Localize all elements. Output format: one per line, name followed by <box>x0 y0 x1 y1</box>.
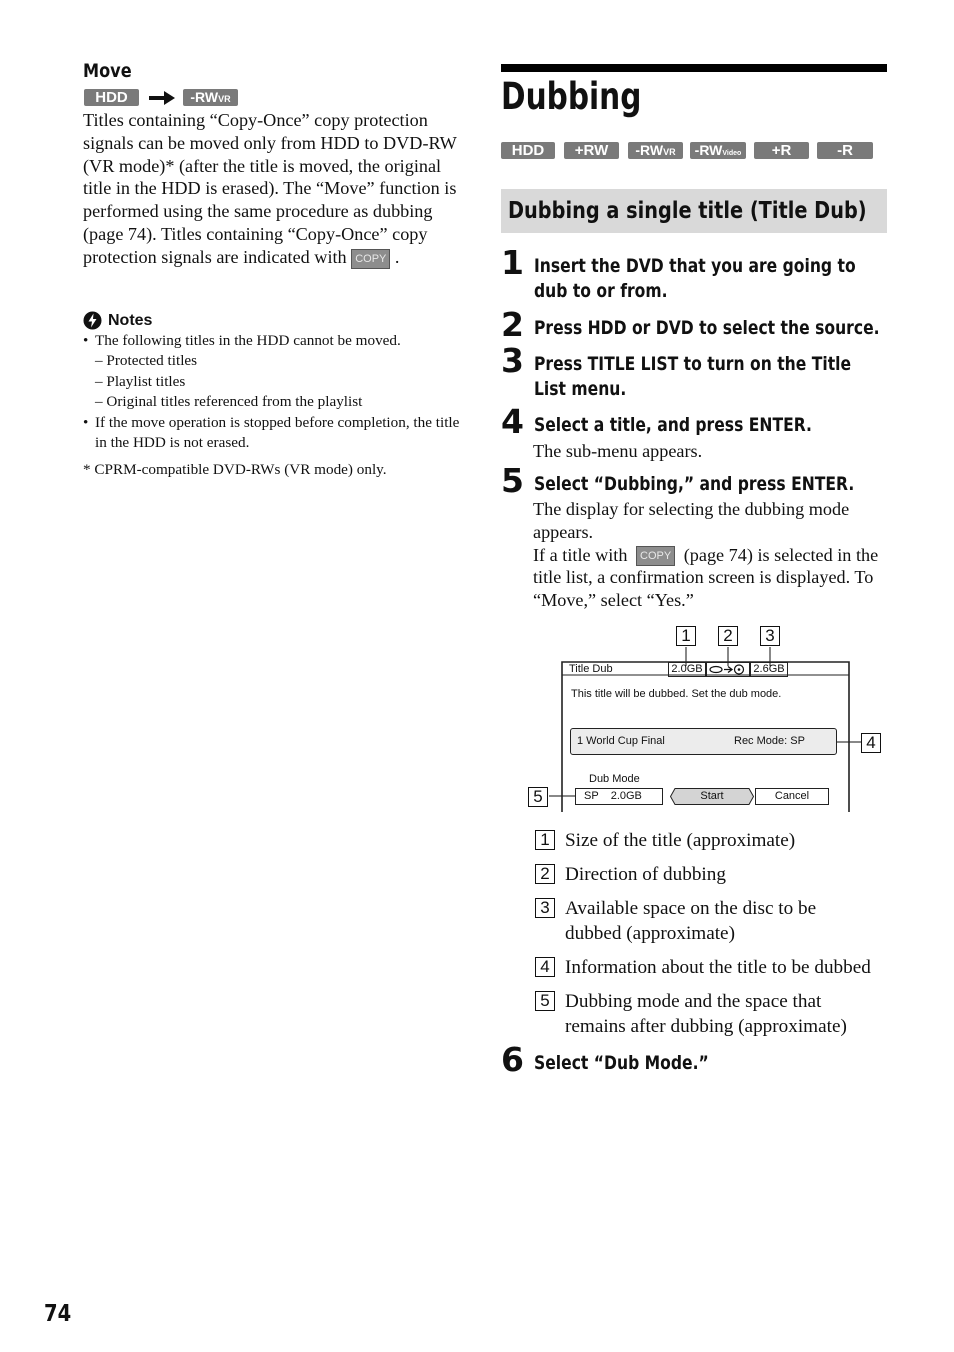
step-body: The sub-menu appears. <box>533 441 703 461</box>
step-title: Select a title, and press ENTER. <box>534 414 812 436</box>
move-heading: Move <box>83 60 132 82</box>
screen-illustration <box>527 622 887 817</box>
copy-icon: COPY <box>636 546 675 566</box>
footnote: * CPRM-compatible DVD-RWs (VR mode) only. <box>83 461 387 479</box>
notes-icon <box>83 311 102 330</box>
move-badges <box>84 89 231 107</box>
callout-1: 1 <box>676 626 696 646</box>
step-number: 2 <box>501 305 524 344</box>
notes-list <box>83 331 473 481</box>
step-number: 6 <box>501 1040 524 1079</box>
step-number: 1 <box>501 243 524 282</box>
callout-5: 5 <box>528 787 548 807</box>
legend-number: 4 <box>535 957 555 977</box>
step-title: Select “Dub Mode.” <box>534 1052 709 1074</box>
note-item: • The following titles in the HDD cannot be moved. <box>83 332 401 349</box>
hdd-badge: HDD <box>501 142 555 159</box>
step-title: Press TITLE LIST to turn on the Title List menu. <box>534 353 852 400</box>
legend-text: Dubbing mode and the space that remains after dubbing (approximate) <box>565 991 847 1037</box>
note-sub-item: – Original titles referenced from the playlist <box>95 393 363 411</box>
note-item: • If the move operation is stopped before completion, the title in the HDD is not erased. <box>83 413 460 452</box>
callout-4: 4 <box>861 733 881 753</box>
title-rule <box>501 64 887 72</box>
legend-number: 1 <box>535 830 555 850</box>
note-sub-item: – Protected titles <box>95 352 198 370</box>
step-title: Select “Dubbing,” and press ENTER. <box>534 473 855 495</box>
title-size: 2.0GB <box>668 662 706 677</box>
minus-r-badge: -R <box>817 142 873 159</box>
page-number: 74 <box>44 1301 72 1327</box>
legend-text: Information about the title to be dubbed <box>565 957 871 978</box>
note-sub-item: – Playlist titles <box>95 372 186 390</box>
media-badges <box>501 142 881 159</box>
legend-text: Direction of dubbing <box>565 864 726 885</box>
step-body: The display for selecting the dubbing mode appears. If a title with COPY (page 74) is selected in the title list, a confirmation screen is displayed. To “Move,” select “Yes.” <box>533 499 879 611</box>
copy-icon: COPY <box>351 249 390 269</box>
minus-rw-video-badge: -RWVideo <box>690 142 746 159</box>
step-number: 4 <box>501 402 524 441</box>
start-button-label: Start <box>700 790 724 802</box>
dub-mode-label: Dub Mode <box>589 773 640 785</box>
step-number: 5 <box>501 461 524 500</box>
callout-3: 3 <box>760 626 780 646</box>
plus-r-badge: +R <box>754 142 809 159</box>
step-number: 3 <box>501 341 524 380</box>
legend-number: 3 <box>535 898 555 918</box>
legend-number: 2 <box>535 864 555 884</box>
title-info-rec-mode: Rec Mode: SP <box>734 735 805 747</box>
legend-number: 5 <box>535 991 555 1011</box>
step-title: Press HDD or DVD to select the source. <box>534 317 880 339</box>
minus-rw-vr-badge: -RWVR <box>628 142 683 159</box>
hdd-to-dvd-icon <box>707 663 749 676</box>
hdd-badge: HDD <box>84 89 139 106</box>
move-paragraph: Titles containing “Copy-Once” copy protection signals can be moved only from HDD to DVD-RW (VR mode)* (after the title is moved, the original title in the HDD is erased). The “Move” function is performed using the same procedure as dubbing (page 74). Titles containing “Copy-Once” copy protection signals are indicated with COPY . <box>83 110 457 267</box>
step-title: Insert the DVD that you are going to dub to or from. <box>534 255 856 302</box>
rwvr-badge: -RWVR <box>183 89 238 106</box>
cancel-button[interactable]: Cancel <box>755 788 829 805</box>
plus-rw-badge: +RW <box>564 142 619 159</box>
legend-text: Available space on the disc to be dubbed (approximate) <box>565 898 817 944</box>
dub-direction-indicator <box>706 662 750 677</box>
free-space: 2.6GB <box>750 662 788 677</box>
title-info-name: 1 World Cup Final <box>577 735 665 747</box>
legend-text: Size of the title (approximate) <box>565 830 796 851</box>
section-heading: Dubbing a single title (Title Dub) <box>508 198 867 224</box>
title-info-box <box>570 728 837 755</box>
page-title: Dubbing <box>501 75 642 118</box>
screen-message: This title will be dubbed. Set the dub mode. <box>571 688 782 700</box>
screen-header-title: Title Dub <box>569 663 613 675</box>
dub-mode-field[interactable]: SP 2.0GB <box>575 788 663 805</box>
arrow-right-icon <box>148 89 176 107</box>
start-button[interactable] <box>670 788 754 805</box>
callout-2: 2 <box>718 626 738 646</box>
